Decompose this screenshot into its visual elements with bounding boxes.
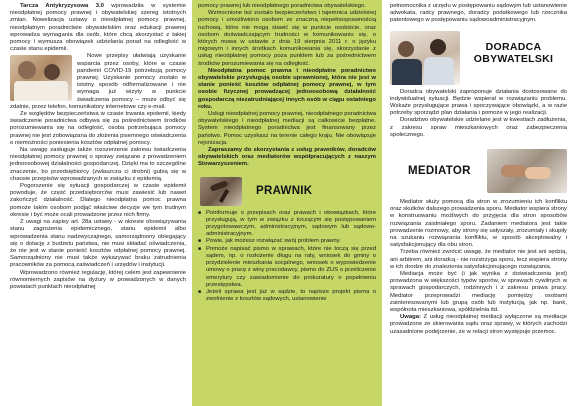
mediator-title: MEDIATOR: [408, 165, 471, 178]
column-left: [0, 0, 192, 406]
paragraph-regulation: Wprowadzono również regulację, której celem jest zapewnienie równomiernych zapisów na dyżury w prowadzonych w danych powiatach punktach nieodpłatnej: [10, 269, 186, 290]
paragraph-mediator-note: [390, 314, 567, 336]
list-item: ■ Jeżeli sprawa jest już w sądzie, to napisze projekt pisma o zwolnienie z kosztów sądowych, ustanowienie: [198, 289, 376, 303]
paragraph-continued: pomocy prawnej lub nieodpłatnego poradnictwa obywatelskiego.: [198, 3, 366, 9]
paragraph-art28a: Z uwagi na zapisy art. 28a ustawy - w okresie obowiązywania stanu zagrożenia epidemicznego, stanu epidemii albo wprowadzenia stanu nadzwyczajnego, samorządniony obiegający się o dotację z budżetu państwa, nie musi składać oświadczenia, że nie jest w stanie ponieść kosztów odpłatnej pomocy prawnej. Samorządniony nie musi także wykazywać braku zatrudnienia pracowników za pomocą zaświadczeń i urzędów i instytucji.: [10, 219, 186, 269]
intro-bold-lead: Tarcza Antykryzysowa 3.0: [20, 3, 104, 9]
intro-text: wprowadziła w systemie nieodpłatnej pomocy prawnej i obywatelskiej szereg istotnych zmian. Nowelizacja ustawy o nieodpłatnej pomocy prawnej, nieodpłatnym poradnictwie obywatelskim oraz edukacji prawnej wprowadza wymagania dla osób, które chcą skorzystać z takiej pomocy i wymusza obowiązek udzielania porad na odległość w czasie stanu epidemii.: [10, 3, 186, 53]
doradca-title-line2: OBYWATELSKI: [473, 53, 554, 66]
paragraph-mediator-2: Trzeba również zwrócić uwagę, że mediator nie jest ani sędzią, ani arbitrem, ani doradcą - nie rozstrzyga sporu, lecz wspiera strony w ich drodze do znalezienia satysfakcjonującego rozwiązania.: [390, 249, 567, 270]
paragraph-mediator-1: Mediator służy pomocą dla stron w zrozumieniu ich konfliktu oraz skutków dalszego prowadzenia sporu. Mediator wspiera strony w konstruowaniu możliwych do przyjęcia dla stron sposobów rozwiązania zaistniałego sporu. Zadaniem mediatora jest takie prowadzenie rozmowy, aby strony się usłyszały, zrozumiały i skupiły na szukaniu rozwiązania konfliktu, w sposób akceptowalny i satysfakcjonujący dla obu stron.: [390, 199, 567, 249]
paragraph-security: Wzmocnione też zostało bezpieczeństwo i tajemnica udzielonej pomocy i umożliwiono osobom ze znaczną niepełnosprawnością ruchową, które nie mogą stawić się w punkcie osobiście, oraz osobom doświadczającym trudności w komunikowaniu się, o których mowa w ustawie z dnia 19 sierpnia 2011 r. o języku migowym i innych środkach komunikowania się, skorzystanie z usług nieodpłatnej pomocy poza punktem lub za pośrednictwem środków porozumiewania się na odległość.: [198, 10, 376, 67]
doradca-title-wrap: [460, 31, 567, 66]
paragraph-mediator-3: Mediacja może być (i jak wynika z doświadczenia jest) prowadzona w większości typów sporów, w sprawach cywilnych w sprawach gospodarczych, rodzinnych i z zakresu prawa pracy. Mediator przeprowadzi mediację pomiędzy osobami zainteresowanymi lub grupą osób lub instytucją, jak np. bank, wspólnota mieszkaniowa, spółdzielnia itd.: [390, 271, 567, 314]
paragraph-eligibility: [198, 68, 376, 111]
doradca-header: [390, 31, 567, 85]
gavel-photo-icon: [200, 177, 242, 206]
meeting-photo-icon: [10, 55, 72, 101]
mediator-header: [390, 149, 567, 193]
paragraph-invitation: [198, 147, 376, 169]
list-item: ■ Pomoże napisać pismo w sprawach, które nie toczą się przed sądem, np. o rozłożenie długu na raty, wniosek do gminy o przydzielenie mieszkania socjalnego, wniosek o wypowiedzenie umowy o pracę z winy pracodawcy, pismo do ZUS o przeliczenie emerytury czy zawiadomienie do prokuratury o popełnieniu przestępstwa.: [198, 246, 376, 289]
paragraph-doradca-2: Doradztwo obywatelskie udzielane jest w kwestiach zadłużenia, z zakresu spraw mieszkaniowych oraz zabezpieczenia społecznego.: [390, 117, 567, 138]
paragraph-business-scope: Na uwagę zasługuje także rozszerzenie zakresu świadczenia nieodpłatnej pomocy prawnej o sprawy związane z prowadzeniem jednoosobowej działalności gospodarczej. Dzięki ma to szczególne znaczenie, bo przedsiębiorcy (zwłaszcza ci drobni) gubią się w chaosie przepisów wprowadzanych w związku z epidemią.: [10, 147, 186, 182]
eligibility-bold: Nieodpłatna pomoc prawna i nieodpłatne poradnictwo obywatelskie przysługują osobie uprawnionej, która nie jest w stanie ponieść kosztów odpłatnej pomocy prawnej, w tym osobie fizycznej prowadzącej jednoosobową działalność gospodarczą niezatrudniającej innych osób w ciągu ostatniego roku.: [198, 67, 376, 110]
paragraph-doradca-1: Doradca obywatelski zaproponuje działania dostosowane do indywidualnej sytuacji. Będzie wspierał w rozwiązaniu problemu. Wskaże przysługujące prawa i spoczywające obowiązki, a w razie potrzeby sporządzi plan działania i pomoże w jego realizacji.: [390, 88, 567, 117]
list-item: ■ Powie, jak możesz rozwiązać swój problem prawny.: [198, 238, 376, 245]
list-item: ■ Poinformuje o przepisach oraz prawach i obowiązkach, które przysługują, w tym w związku z toczącym się postępowaniem przygotowawczym, administracyjnym, sądowym lub sądowo-administracyjnym.: [198, 210, 376, 239]
advisor-photo-icon: [390, 31, 460, 85]
paragraph-free-services: Usługi nieodpłatnej pomocy prawnej, nieodpłatnego poradnictwa obywatelskiego i nieodpłatnej mediacji są całkowicie bezpłatne. System nieodpłatnego poradnictwa jest finansowany przez państwo. Pomoc uzyskasz na terenie całego kraju. Nie obowiązuje rejonizacja.: [198, 111, 376, 146]
doradca-title-line1: DORADCA: [485, 40, 542, 53]
column-right: [382, 0, 575, 406]
paragraph-continued-right: pełnomocnika z urzędu w postępowaniu sądowym lub ustanowienie adwokata, radcy prawnego, doradcy podatkowego lub rzecznika patentowego w postępowaniu sądowoadministracyjnym.: [390, 3, 567, 24]
handshake-photo-icon: [487, 149, 567, 193]
prawnik-title: PRAWNIK: [256, 185, 313, 198]
paragraph-economy: Pogorszenie się sytuacji gospodarczej w czasie epidemii powoduje, że część przedsiębiorców musi zawiesić lub nawet zakończyć działalność. Dlatego nieodpłatna pomoc prawna pomoże takim osobom podjąć właściwe decyzje we tym trudnym okresie i być może ocali prowadzone przez nich firmy.: [10, 183, 186, 218]
note-text: Z usług nieodpłatnej mediacji wyłączone są mediacje prowadzone ze skierowania sądu oraz sprawy, w których zachodzi uzasadnione podejrzenie, że w relacji stron występuje przemoc.: [390, 314, 567, 335]
prawnik-header: [200, 177, 376, 206]
paragraph-new-rules: Nowe przepisy ułatwiają uzyskanie wsparcia przez osoby, które w czasie pandemii COVID-19 potrzebują pomocy prawnej. Uzyskanie pomocy zostało w istotny sposób odformalizowane i nie wymaga już wizyty w punkcie świadczenia pomocy – może odbyć się zdalnie, przez telefon, komunikatory internetowe czy e-mail.: [10, 53, 186, 110]
paragraph-safety: Ze względów bezpieczeństwa w czasie trwania epidemii, kiedy świadczenie poradnictwa odbywa się za pośrednictwem środków porozumiewania się na odległość, osoba potrzebująca pomocy prawnej nie jest zobowiązana do złożenia pisemnego oświadczenia o niemożności poniesienia kosztów odpłatnej pomocy.: [10, 111, 186, 146]
prawnik-list: [198, 210, 376, 304]
note-bold-lead: Uwaga:: [400, 314, 421, 321]
paragraph-intro: [10, 3, 186, 53]
invitation-bold: Zapraszamy do skorzystania z usług prawników, doradców obywatelskich oraz mediatorów współpracujących z naszym Stowarzyszeniem.: [198, 147, 376, 168]
column-middle: [192, 0, 382, 406]
